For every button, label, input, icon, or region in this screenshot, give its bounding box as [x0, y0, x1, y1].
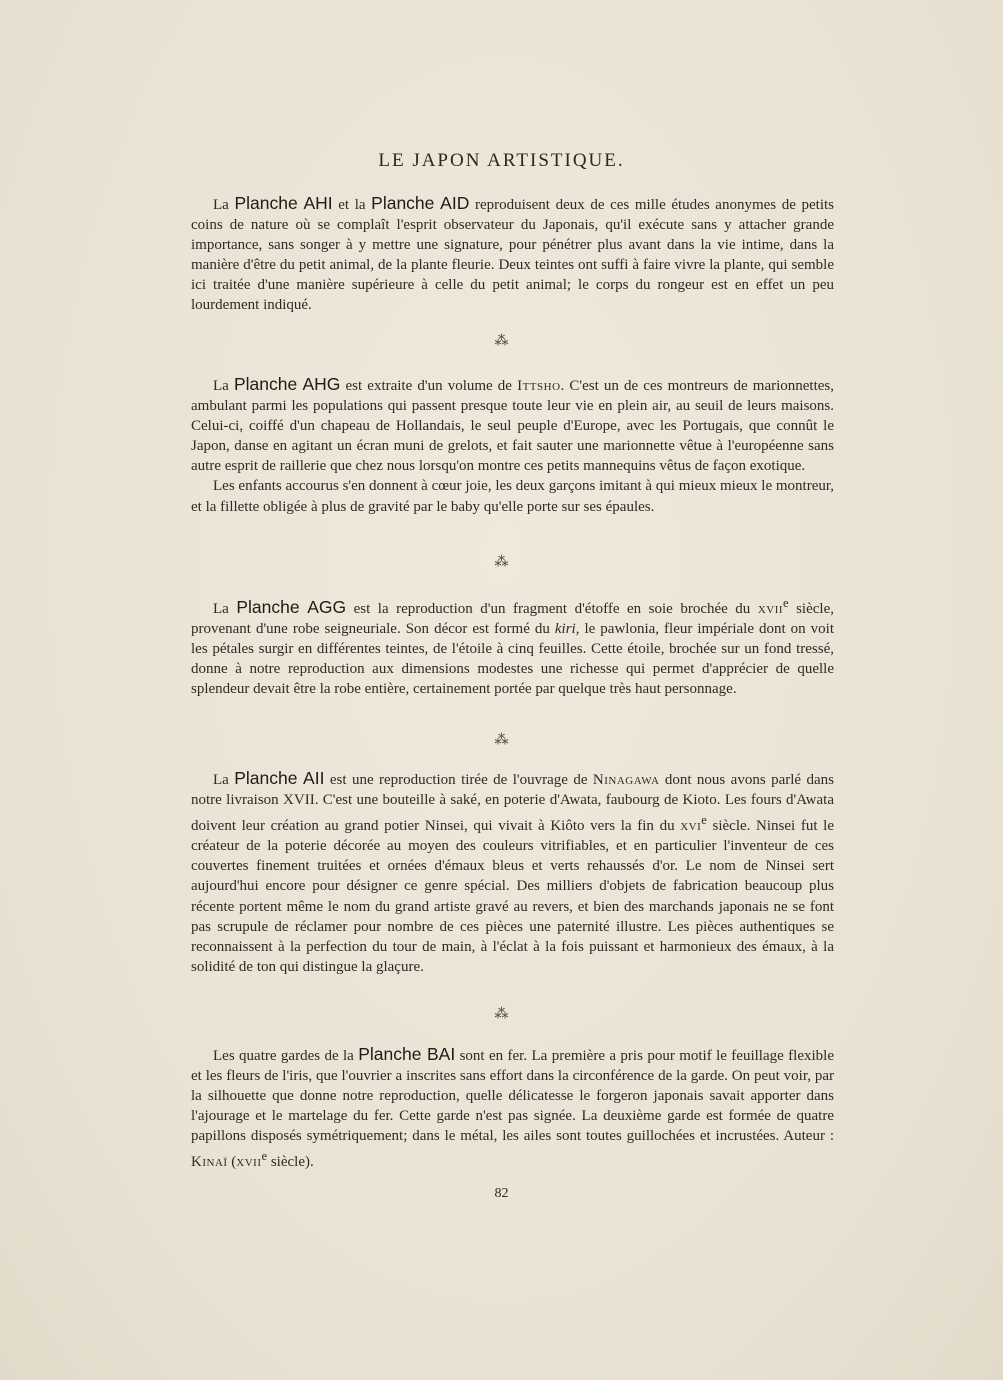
plate-reference: Planche AHI: [234, 193, 333, 213]
section-2: [191, 374, 834, 517]
section-ornament: ⁂: [494, 555, 509, 570]
plate-reference: Planche BAI: [358, 1044, 456, 1064]
paragraph: Les enfants accourus s'en donnent à cœur joie, les deux garçons imitant à qui mieux mieux le montreur, et la fillette obligée à plus de gravité par le baby qu'elle porte sur ses épaules.: [191, 478, 834, 515]
plate-reference: Planche AGG: [236, 597, 347, 617]
artist-name: Kinaï: [191, 1154, 228, 1171]
section-5: [191, 1044, 834, 1173]
plate-reference: Planche AID: [371, 193, 470, 213]
artist-name: Ninagawa: [592, 772, 660, 788]
running-header: LE JAPON ARTISTIQUE.: [378, 150, 625, 171]
artist-name: Ittsho: [517, 378, 561, 394]
section-ornament: ⁂: [494, 334, 509, 349]
paragraph: La Planche AHI et la Planche AID reproduisent deux de ces mille études anonymes de petits coins de nature où se complaît l'esprit observateur du Japonais, qu'il exécute sans y attacher grande importance, sans songer à y mettre une signature, pour pénétrer plus avant dans la vie intime, dans la manière d'être du petit animal, de la plante fleurie. Deux teintes ont suffi à faire vivre la plante, qui semble ici traitée d'une manière supérieure à celle du petit animal; le corps du rongeur est en effet un peu lourdement indiqué.: [191, 193, 835, 314]
section-4: [191, 768, 834, 977]
paragraph: La Planche AHG est extraite d'un volume de Ittsho. C'est un de ces montreurs de marionnettes, ambulant parmi les populations qui passent presque toute leur vie en plein air, au seuil de leurs maisons. Celui-ci, coiffé d'un chapeau de Hollandais, le seul peuple d'Europe, avec les Portugais, que connût le Japon, danse en agitant un écran muni de grelots, et fait sauter une marionnette vêtue à l'européenne sans autre esprit de raillerie que chez nous lorsqu'on montre ces petits mannequins vêtus de façon exotique.: [191, 374, 835, 475]
paragraph: Les quatre gardes de la Planche BAI sont en fer. La première a pris pour motif le feuillage flexible et les fleurs de l'iris, que l'ouvrier a inscrites sans effort dans la circonférence de la garde. On peut voir, par la silhouette que donne notre reproduction, quelle délicatesse le forgeron japonais savait apporter dans l'ajourage et le martelage du fer. Cette garde n'est pas signée. La deuxième garde est formée de quatre papillons disposés symétriquement; dans le métal, les ailes sont toutes guillochées et incrustées. Auteur : Kinaï (xvii$^e$ siècle).: [191, 1044, 834, 1171]
section-ornament: ⁂: [494, 1007, 509, 1022]
page-number: 82: [494, 1186, 509, 1201]
plate-reference: Planche AHG: [233, 374, 341, 394]
section-3: [191, 593, 834, 699]
paragraph: La Planche AII est une reproduction tirée de l'ouvrage de Ninagawa dont nous avons parlé dans notre livraison XVII. C'est une bouteille à saké, en poterie d'Awata, faubourg de Kioto. Les fours d'Awata doivent leur création au grand potier Ninsei, qui vivait à Kiôto vers la fin du xvi$^e$ siècle. Ninsei fut le créateur de la poterie décorée au moyen des couleurs vitrifiables, et en particulier l'inventeur de ces couvertes finement truitées et ornées d'émaux bleus et verts rehaussés d'or. Le nom de Ninsei sert aujourd'hui encore pour désigner ce genre spécial. Des milliers d'objets de fabrication beaucoup plus récente portent même le nom du grand artiste gravé au revers, et bien des marchands japonais ne se font pas scrupule de réclamer pour nombre de ces pièces une paternité illustre. Les pièces authentiques se reconnaissent à la perfection du tour de main, à l'éclat à la fois puissant et harmonieux des émaux, à la solidité de ton qui distingue la glaçure.: [191, 768, 834, 975]
section-1: [191, 193, 834, 316]
section-ornament: ⁂: [494, 733, 509, 748]
paragraph: La Planche AGG est la reproduction d'un fragment d'étoffe en soie brochée du xvii$^e$ siècle, provenant d'une robe seigneuriale. Son décor est formé du kiri, le pawlonia, fleur impériale dont on voit les pétales surgir en différentes teintes, de l'étoile à cinq feuilles. Cette étoile, brochée sur un fond tressé, donne à notre reproduction aux dimensions modestes une richesse qui permet d'apprécier de quelle splendeur devait être la robe entière, certainement portée par quelque très haut personnage.: [191, 596, 835, 698]
plate-reference: Planche AII: [234, 768, 325, 788]
